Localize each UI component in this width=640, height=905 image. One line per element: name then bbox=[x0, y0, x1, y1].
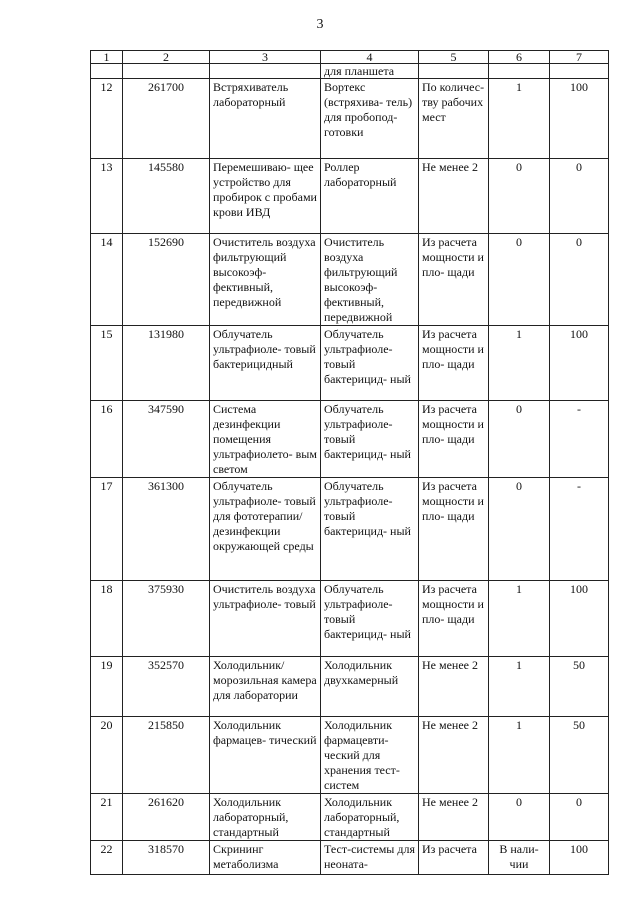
table-cell-model: Холодильник фармацевти- ческий для хранения тест-систем bbox=[321, 717, 419, 794]
table-row bbox=[91, 478, 609, 581]
table-cell-pct: 100 bbox=[550, 581, 609, 657]
table-cell-pct: 100 bbox=[550, 79, 609, 159]
table-row bbox=[91, 581, 609, 657]
table-cell-name: Скрининг метаболизма bbox=[210, 841, 321, 875]
table-row bbox=[91, 717, 609, 794]
table-cell bbox=[419, 64, 489, 79]
table-row bbox=[91, 794, 609, 841]
table-cell-qty: 1 bbox=[489, 326, 550, 401]
table-cell bbox=[123, 64, 210, 79]
table-cell-qty: 1 bbox=[489, 717, 550, 794]
table-cell-basis: Из расчета мощности и пло- щади bbox=[419, 478, 489, 581]
table-cell-qty: 1 bbox=[489, 79, 550, 159]
table-cell-code: 152690 bbox=[123, 234, 210, 326]
table-cell-code: 352570 bbox=[123, 657, 210, 717]
table-cell-qty: В нали- чии bbox=[489, 841, 550, 875]
table-cell-name: Холодильник фармацев- тический bbox=[210, 717, 321, 794]
header-cell: 4 bbox=[321, 51, 419, 64]
table-cell-no: 21 bbox=[91, 794, 123, 841]
table-cell-qty: 1 bbox=[489, 581, 550, 657]
table-cell-code: 347590 bbox=[123, 401, 210, 478]
header-cell: 2 bbox=[123, 51, 210, 64]
table-cell-code: 318570 bbox=[123, 841, 210, 875]
table-cell-name: Холодильник лабораторный, стандартный bbox=[210, 794, 321, 841]
table-cell-pct: - bbox=[550, 401, 609, 478]
table-cell-no: 12 bbox=[91, 79, 123, 159]
table-cell-no: 20 bbox=[91, 717, 123, 794]
header-cell: 6 bbox=[489, 51, 550, 64]
table-cell-qty: 0 bbox=[489, 234, 550, 326]
header-cell: 7 bbox=[550, 51, 609, 64]
table-cell-name: Облучатель ультрафиоле- товый для фототерапии/ дезинфекции окружающей среды bbox=[210, 478, 321, 581]
table-cell-basis: Из расчета bbox=[419, 841, 489, 875]
table-cell: для планшета bbox=[321, 64, 419, 79]
table-cell-model: Облучатель ультрафиоле- товый бактерицид- ный bbox=[321, 478, 419, 581]
table-cell-code: 215850 bbox=[123, 717, 210, 794]
table-cell-basis: Не менее 2 bbox=[419, 159, 489, 234]
page-number: 3 bbox=[316, 17, 324, 32]
table-cell-no: 19 bbox=[91, 657, 123, 717]
table-cell bbox=[489, 64, 550, 79]
table-cell-model: Облучатель ультрафиоле- товый бактерицид- ный bbox=[321, 326, 419, 401]
table-cell bbox=[550, 64, 609, 79]
table-row bbox=[91, 401, 609, 478]
table-row bbox=[91, 79, 609, 159]
table-cell-name: Система дезинфекции помещения ультрафиолето- вым светом bbox=[210, 401, 321, 478]
table-cell-model: Роллер лабораторный bbox=[321, 159, 419, 234]
table-cell-basis: Из расчета мощности и пло- щади bbox=[419, 401, 489, 478]
table-cell-basis: Из расчета мощности и пло- щади bbox=[419, 581, 489, 657]
table-cell-no: 14 bbox=[91, 234, 123, 326]
table-row bbox=[91, 657, 609, 717]
table-cell-pct: 100 bbox=[550, 841, 609, 875]
header-cell: 5 bbox=[419, 51, 489, 64]
table-cell-qty: 0 bbox=[489, 159, 550, 234]
table-row bbox=[91, 234, 609, 326]
table-cell-no: 13 bbox=[91, 159, 123, 234]
header-cell: 1 bbox=[91, 51, 123, 64]
table-cell-model: Облучатель ультрафиоле- товый бактерицид- ный bbox=[321, 401, 419, 478]
table-cell-name: Холодильник/ морозильная камера для лаборатории bbox=[210, 657, 321, 717]
table-cell-no: 15 bbox=[91, 326, 123, 401]
table-cell-model: Тест-системы для неоната- bbox=[321, 841, 419, 875]
table-cell-code: 145580 bbox=[123, 159, 210, 234]
table-cell-basis: Не менее 2 bbox=[419, 794, 489, 841]
table-cell-pct: 0 bbox=[550, 794, 609, 841]
header-cell: 3 bbox=[210, 51, 321, 64]
table-cell-pct: 0 bbox=[550, 159, 609, 234]
table-row bbox=[91, 841, 609, 875]
table-cell-name: Облучатель ультрафиоле- товый бактерицидный bbox=[210, 326, 321, 401]
table-row bbox=[91, 326, 609, 401]
table-cell-name: Перемешиваю- щее устройство для пробирок с пробами крови ИВД bbox=[210, 159, 321, 234]
table-cell-name: Встряхиватель лабораторный bbox=[210, 79, 321, 159]
table-cell-code: 131980 bbox=[123, 326, 210, 401]
table-cell-qty: 0 bbox=[489, 794, 550, 841]
table-cell-basis: Из расчета мощности и пло- щади bbox=[419, 326, 489, 401]
table-cell-pct: 50 bbox=[550, 717, 609, 794]
table-cell-code: 261620 bbox=[123, 794, 210, 841]
table-row bbox=[91, 159, 609, 234]
table-cell-code: 261700 bbox=[123, 79, 210, 159]
table-cell-basis: Из расчета мощности и пло- щади bbox=[419, 234, 489, 326]
table-cell-pct: 100 bbox=[550, 326, 609, 401]
table-cell-pct: 50 bbox=[550, 657, 609, 717]
table-cell-qty: 1 bbox=[489, 657, 550, 717]
table-cell-no: 16 bbox=[91, 401, 123, 478]
table-cell bbox=[91, 64, 123, 79]
table-cell-name: Очиститель воздуха фильтрующий высокоэф- фективный, передвижной bbox=[210, 234, 321, 326]
table-cell-model: Холодильник лабораторный, стандартный bbox=[321, 794, 419, 841]
table-cell-pct: 0 bbox=[550, 234, 609, 326]
continuation-row bbox=[91, 64, 609, 79]
equipment-table bbox=[90, 50, 609, 875]
table-cell-model: Облучатель ультрафиоле- товый бактерицид- ный bbox=[321, 581, 419, 657]
table-cell-qty: 0 bbox=[489, 401, 550, 478]
table-cell-code: 361300 bbox=[123, 478, 210, 581]
table-cell-no: 22 bbox=[91, 841, 123, 875]
table-cell-name: Очиститель воздуха ультрафиоле- товый bbox=[210, 581, 321, 657]
table-cell bbox=[210, 64, 321, 79]
table-cell-basis: Не менее 2 bbox=[419, 657, 489, 717]
table-cell-pct: - bbox=[550, 478, 609, 581]
header-row bbox=[91, 51, 609, 64]
table-cell-basis: По количес- тву рабочих мест bbox=[419, 79, 489, 159]
table-cell-model: Вортекс (встряхива- тель) для пробопод- готовки bbox=[321, 79, 419, 159]
table-cell-no: 18 bbox=[91, 581, 123, 657]
table-cell-basis: Не менее 2 bbox=[419, 717, 489, 794]
table-cell-code: 375930 bbox=[123, 581, 210, 657]
table-cell-model: Очиститель воздуха фильтрующий высокоэф- фективный, передвижной bbox=[321, 234, 419, 326]
table-cell-no: 17 bbox=[91, 478, 123, 581]
table-cell-model: Холодильник двухкамерный bbox=[321, 657, 419, 717]
table-cell-qty: 0 bbox=[489, 478, 550, 581]
